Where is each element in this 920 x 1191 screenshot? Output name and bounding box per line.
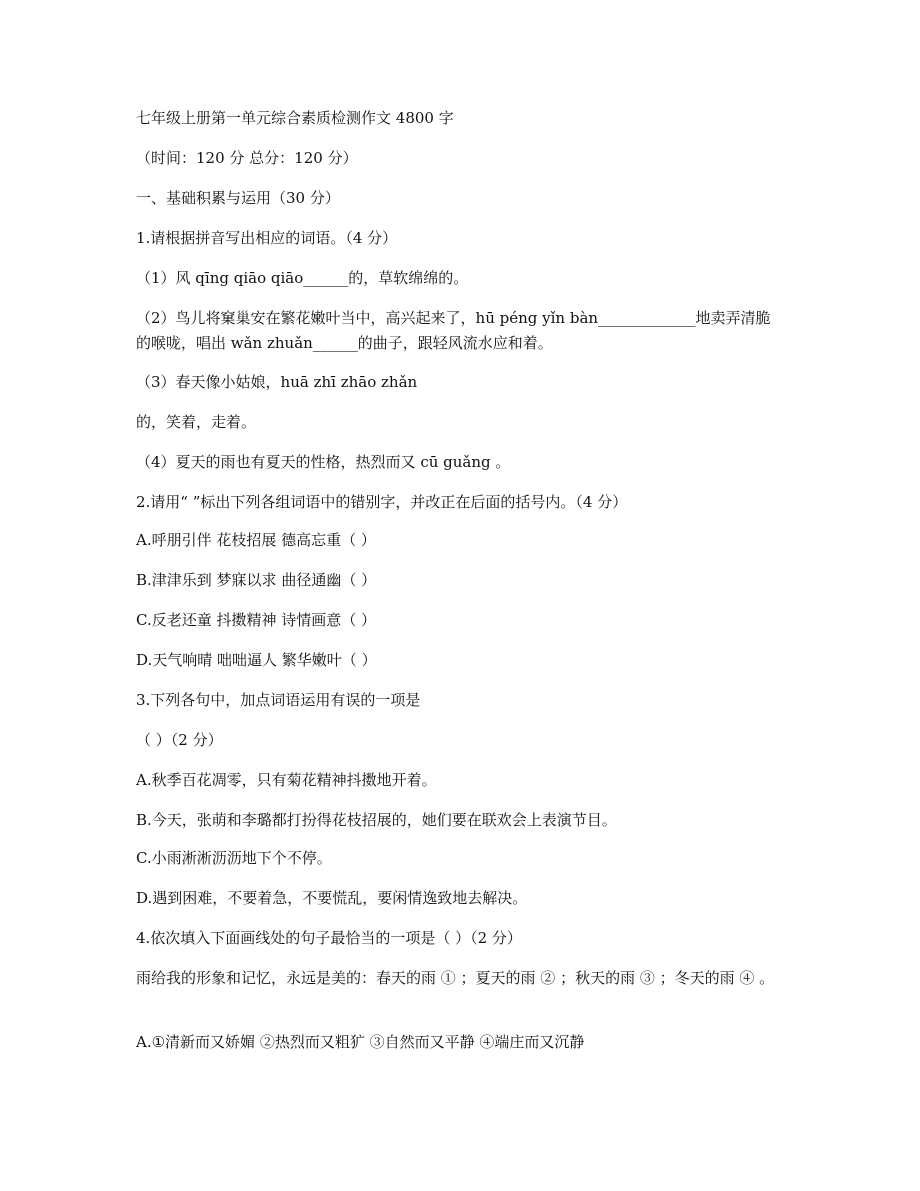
question-4-passage: 雨给我的形象和记忆，永远是美的：春天的雨 ① ；夏天的雨 ② ；秋天的雨 ③ ；冬天的雨 ④ 。 [136, 969, 775, 987]
question-1-item: （2）鸟儿将窠巢安在繁花嫩叶当中，高兴起来了，hū péng yǐn bàn_____________地卖弄清脆的喉咙，唱出 wǎn zhuǎn______的曲子，跟轻风流水应和着。 [136, 309, 771, 352]
question-3-option: B.今天，张萌和李璐都打扮得花枝招展的，她们要在联欢会上表演节目。 [136, 811, 617, 829]
exam-meta: （时间：120 分 总分：120 分） [136, 149, 358, 167]
question-4-stem: 4.依次填入下面画线处的句子最恰当的一项是（ ）（2 分） [136, 929, 522, 947]
question-2-option: C.反老还童 抖擞精神 诗情画意（ ） [136, 611, 377, 629]
question-3-option: A.秋季百花凋零，只有菊花精神抖擞地开着。 [136, 771, 437, 789]
document-title: 七年级上册第一单元综合素质检测作文 4800 字 [136, 109, 454, 127]
question-1-item: 的，笑着，走着。 [136, 413, 257, 431]
question-3-option: D.遇到困难，不要着急，不要慌乱，要闲情逸致地去解决。 [136, 889, 528, 907]
question-4-option: A.①清新而又娇媚 ②热烈而又粗犷 ③自然而又平静 ④端庄而又沉静 [136, 1033, 585, 1051]
question-2-option: D.天气响晴 咄咄逼人 繁华嫩叶（ ） [136, 651, 377, 669]
question-3-option: C.小雨淅淅沥沥地下个不停。 [136, 849, 332, 867]
question-1-stem: 1.请根据拼音写出相应的词语。（4 分） [136, 229, 398, 247]
question-2-option: B.津津乐到 梦寐以求 曲径通幽（ ） [136, 571, 377, 589]
question-2-stem: 2.请用“ ”标出下列各组词语中的错别字，并改正在后面的括号内。（4 分） [136, 493, 628, 511]
question-2-option: A.呼朋引伴 花枝招展 德高忘重（ ） [136, 531, 376, 549]
question-3-score: （ ）（2 分） [136, 731, 223, 749]
question-3-stem: 3.下列各句中，加点词语运用有误的一项是 [136, 691, 421, 709]
question-1-item: （1）风 qīng qiāo qiāo______的，草软绵绵的。 [136, 269, 469, 287]
question-1-item: （3）春天像小姑娘，huā zhī zhāo zhǎn [136, 373, 418, 391]
section-heading: 一、基础积累与运用（30 分） [136, 189, 340, 207]
question-1-item: （4）夏天的雨也有夏天的性格，热烈而又 cū guǎng 。 [136, 453, 511, 471]
